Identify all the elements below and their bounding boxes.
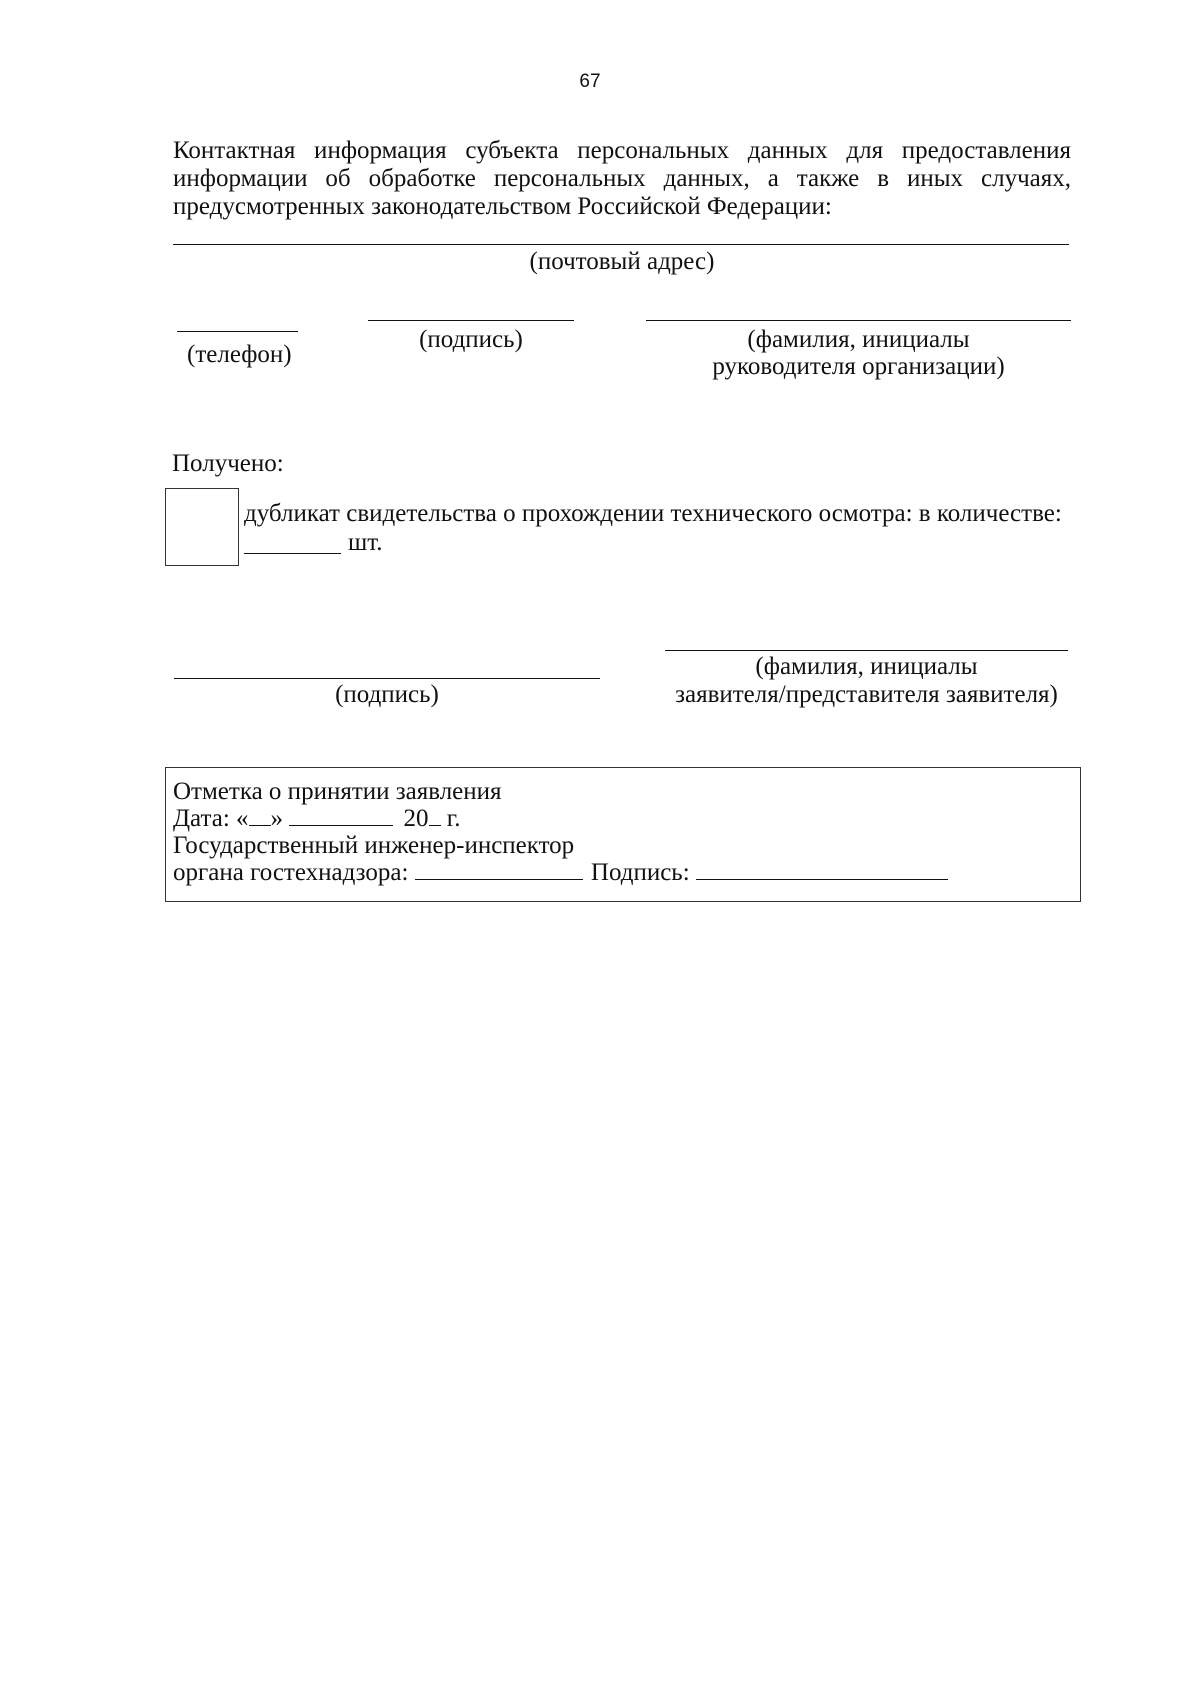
signature-line-2[interactable] bbox=[174, 678, 600, 679]
postal-address-caption: (почтовый адрес) bbox=[529, 248, 715, 275]
date-month-field[interactable] bbox=[289, 805, 393, 826]
inspector-line: Государственный инженер-инспектор bbox=[173, 832, 575, 859]
quantity-line[interactable] bbox=[244, 553, 341, 554]
year-suffix: г. bbox=[440, 805, 461, 832]
duplicate-item-text: дубликат свидетельства о прохождении технического осмотра: в количестве: bbox=[244, 500, 1062, 527]
contact-info-line-1: Контактная информация субъекта персональных данных для предоставления bbox=[173, 137, 1071, 164]
acceptance-date-row bbox=[173, 805, 460, 833]
received-heading: Получено: bbox=[172, 450, 284, 477]
acceptance-title: Отметка о принятии заявления bbox=[173, 778, 502, 805]
page-number: 67 bbox=[579, 71, 601, 92]
signature-caption-1: (подпись) bbox=[419, 326, 523, 353]
acceptance-sign-row bbox=[173, 859, 948, 887]
acceptance-box bbox=[165, 767, 1081, 902]
inspector-name-field[interactable] bbox=[415, 859, 583, 880]
postal-address-line[interactable] bbox=[173, 244, 1069, 245]
contact-info-line-3: предусмотренных законодательством Российской Федерации: bbox=[173, 193, 832, 220]
applicant-name-caption-2: заявителя/представителя заявителя) bbox=[675, 681, 1058, 708]
year-prefix: 20 bbox=[403, 805, 429, 832]
date-year-field[interactable] bbox=[429, 805, 441, 826]
applicant-name-line[interactable] bbox=[665, 650, 1068, 651]
date-close-quote: » bbox=[270, 805, 284, 832]
phone-caption: (телефон) bbox=[187, 341, 292, 368]
quantity-unit: шт. bbox=[348, 529, 383, 556]
head-name-line[interactable] bbox=[646, 320, 1071, 321]
applicant-name-caption-1: (фамилия, инициалы bbox=[755, 653, 978, 680]
head-name-caption-1: (фамилия, инициалы bbox=[747, 326, 970, 353]
duplicate-checkbox[interactable] bbox=[165, 488, 239, 566]
signature-line-1[interactable] bbox=[368, 320, 574, 321]
date-label: Дата: « bbox=[173, 805, 249, 832]
phone-line[interactable] bbox=[177, 331, 298, 332]
acceptance-signature-label: Подпись: bbox=[590, 859, 690, 886]
acceptance-signature-field[interactable] bbox=[696, 859, 948, 880]
contact-info-line-2: информации об обработке персональных данных, а также в иных случаях, bbox=[173, 165, 1071, 192]
head-name-caption-2: руководителя организации) bbox=[712, 353, 1005, 380]
date-day-field[interactable] bbox=[249, 805, 271, 826]
signature-caption-2: (подпись) bbox=[335, 681, 439, 708]
authority-label: органа гостехнадзора: bbox=[173, 859, 409, 886]
contact-info-paragraph bbox=[173, 137, 1071, 221]
